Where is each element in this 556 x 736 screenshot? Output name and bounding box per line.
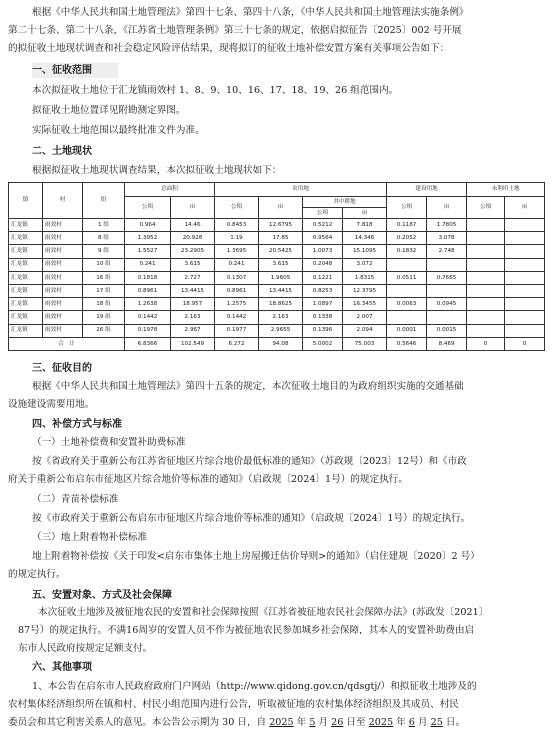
table-cell-c7: 0.0063 <box>387 298 427 311</box>
table-cell-c10 <box>505 258 545 271</box>
header-of-which-arable: 其中耕地 <box>303 197 387 208</box>
table-cell-c3: 1.19 <box>215 232 259 245</box>
table-cell-c10 <box>505 284 545 297</box>
table-cell-c3: 0.1977 <box>215 324 259 337</box>
header-unit-gongqing: 公顷 <box>125 197 171 219</box>
header-total-area: 总面积 <box>125 183 215 197</box>
table-cell-c5: 0.8253 <box>303 284 343 297</box>
header-unit-gongqing: 公顷 <box>215 197 259 219</box>
table-cell-group: 17 组 <box>83 284 125 297</box>
table-cell-c7 <box>387 311 427 324</box>
table-cell-c8: 2.748 <box>427 245 467 258</box>
table-cell-village: 雨效村 <box>43 298 83 311</box>
table-cell-c10 <box>505 298 545 311</box>
table-cell-c2: 13.4415 <box>171 284 215 297</box>
table-row <box>9 245 545 258</box>
table-cell-c4: 3.615 <box>259 258 303 271</box>
table-cell-group: 26 组 <box>83 324 125 337</box>
section-1-scope-text: 本次拟征收土地位于汇龙镇雨效村 1、8、9、10、16、17、18、19、26 组范围内。 <box>32 85 399 96</box>
table-cell-town: 汇龙镇 <box>9 271 43 284</box>
table-cell-c9 <box>467 245 505 258</box>
section-4-sub3-line-1: 地上附着物补偿按《关于印发<启东市集体土地上房屋搬迁估价导则>的通知》（启住建规〔2020〕2 号） <box>32 551 480 562</box>
table-cell-village: 雨效村 <box>43 219 83 232</box>
table-cell-c9 <box>467 232 505 245</box>
section-4-sub2-line-1: 按《市政府关于重新公布启东市征地区片综合地价等标准的通知》（启政规〔2024〕1号）的规定执行。 <box>32 513 471 524</box>
table-cell-c9 <box>467 324 505 337</box>
table-cell-c4: 13.4415 <box>259 284 303 297</box>
table-cell-group: 9 组 <box>83 245 125 258</box>
table-cell-c4: 20.5425 <box>259 245 303 258</box>
header-group: 组 <box>83 183 125 219</box>
table-row <box>9 232 545 245</box>
table-cell-c10 <box>505 245 545 258</box>
table-total-c5: 5.0002 <box>303 337 343 350</box>
table-cell-town: 汇龙镇 <box>9 232 43 245</box>
table-cell-c2: 2.727 <box>171 271 215 284</box>
start-day: 26 <box>331 717 344 728</box>
table-cell-c8: 3.078 <box>427 232 467 245</box>
table-cell-c10 <box>505 219 545 232</box>
table-cell-c6: 1.8315 <box>343 271 387 284</box>
table-cell-village: 雨效村 <box>43 232 83 245</box>
table-cell-c9 <box>467 284 505 297</box>
table-cell-c5: 0.1396 <box>303 324 343 337</box>
intro-paragraph-line-1: 根据《中华人民共和国土地管理法》第四十七条、第四十八条，《中华人民共和国土地管理法实施条例》 <box>32 7 469 18</box>
section-5-text-line-1: 本次征收土地涉及被征地农民的安置和社会保障按照《江苏省被征地农民社会保障办法》(苏政发〔2021〕 <box>38 607 489 618</box>
table-cell-c2: 3.615 <box>171 258 215 271</box>
table-cell-c3: 1.2575 <box>215 298 259 311</box>
section-6-text-line-3: 委员会和其它利害关系人的意见。本公告公示期为 30 日，自 2025 年 5 月 26 日至 2025 年 6 月 25 日。 <box>8 717 466 728</box>
land-table-body <box>9 219 545 351</box>
table-cell-c2: 23.2905 <box>171 245 215 258</box>
section-6-heading: 六、其他事项 <box>32 662 92 673</box>
header-town: 镇 <box>9 183 43 219</box>
table-cell-c8: 0.0015 <box>427 324 467 337</box>
table-row <box>9 219 545 232</box>
start-month: 5 <box>309 717 316 728</box>
table-cell-village: 雨效村 <box>43 284 83 297</box>
table-cell-c4: 17.85 <box>259 232 303 245</box>
table-row <box>9 324 545 337</box>
table-total-label: 合 计 <box>9 337 125 350</box>
table-cell-c7: 0.2052 <box>387 232 427 245</box>
table-cell-c3: 0.1442 <box>215 311 259 324</box>
section-4-heading: 四、补偿方式与标准 <box>32 419 122 430</box>
table-cell-group: 16 组 <box>83 271 125 284</box>
table-cell-c8 <box>427 284 467 297</box>
table-total-c6: 75.003 <box>343 337 387 350</box>
start-year: 2025 <box>269 717 294 728</box>
section-3-heading: 三、征收目的 <box>32 363 92 374</box>
table-cell-town: 汇龙镇 <box>9 258 43 271</box>
table-cell-c5: 0.1221 <box>303 271 343 284</box>
table-cell-c5: 1.0073 <box>303 245 343 258</box>
table-total-c7: 0.5646 <box>387 337 427 350</box>
table-cell-c8 <box>427 311 467 324</box>
table-cell-c7: 0.1832 <box>387 245 427 258</box>
header-unused-land: 未利用土地 <box>467 183 545 197</box>
table-total-c10: 0 <box>505 337 545 350</box>
table-cell-c1: 0.1442 <box>125 311 171 324</box>
header-unit-mu: 亩 <box>171 197 215 219</box>
table-row <box>9 298 545 311</box>
table-cell-c9 <box>467 271 505 284</box>
header-unit-mu: 亩 <box>505 197 545 219</box>
table-row <box>9 284 545 297</box>
section-5-text-line-2: 87号）的规定执行。不满16周岁的安置人员不作为被征地农民参加城乡社会保障，其本人的安置补助费由启 <box>18 625 475 636</box>
table-total-c4: 94.08 <box>259 337 303 350</box>
table-cell-c5: 0.9564 <box>303 232 343 245</box>
table-total-c2: 102.549 <box>171 337 215 350</box>
table-cell-town: 汇龙镇 <box>9 284 43 297</box>
table-cell-c1: 0.964 <box>125 219 171 232</box>
section-4-sub1-line-2: 府关于重新公布启东市征地区片综合地价等标准的通知》（启政规〔2024〕1号）的规定执行。 <box>8 474 408 485</box>
table-cell-group: 18 组 <box>83 298 125 311</box>
table-cell-town: 汇龙镇 <box>9 298 43 311</box>
header-unit-gongqing: 公顷 <box>387 197 427 219</box>
table-cell-c1: 1.5527 <box>125 245 171 258</box>
table-cell-c8: 1.7805 <box>427 219 467 232</box>
table-cell-town: 汇龙镇 <box>9 219 43 232</box>
table-cell-c1: 1.3952 <box>125 232 171 245</box>
table-cell-c6: 12.3795 <box>343 284 387 297</box>
table-cell-c3: 1.3695 <box>215 245 259 258</box>
section-2-intro-text: 根据拟征收土地现状调查结果，本次拟征收土地现状如下： <box>32 165 282 176</box>
table-cell-c8: 0.7665 <box>427 271 467 284</box>
table-cell-c9 <box>467 311 505 324</box>
table-cell-c3: 0.8453 <box>215 219 259 232</box>
header-village: 村 <box>43 183 83 219</box>
table-cell-c1: 1.2638 <box>125 298 171 311</box>
table-cell-town: 汇龙镇 <box>9 245 43 258</box>
table-row <box>9 271 545 284</box>
header-unit-mu: 亩 <box>259 197 303 219</box>
table-cell-c5: 1.0897 <box>303 298 343 311</box>
table-cell-c5: 0.5212 <box>303 219 343 232</box>
table-cell-c9 <box>467 258 505 271</box>
table-cell-c3: 0.241 <box>215 258 259 271</box>
header-unit-mu: 亩 <box>343 208 387 219</box>
section-4-subheading-2: （二）青苗补偿标准 <box>32 494 119 505</box>
table-cell-c7: 0.1187 <box>387 219 427 232</box>
table-cell-c1: 0.1818 <box>125 271 171 284</box>
table-cell-c4: 2.9655 <box>259 324 303 337</box>
header-farm-land: 农用地 <box>215 183 387 197</box>
section-6-text-line-1: 1、本公告在启东市人民政府政府门户网站（http://www.qidong.gov.cn/qdsgtj/）和拟征收土地涉及的 <box>32 681 477 692</box>
section-1-final-scope-text: 实际征收土地范围以最终批准文件为准。 <box>32 125 205 136</box>
table-cell-c4: 2.163 <box>259 311 303 324</box>
table-cell-c6: 2.094 <box>343 324 387 337</box>
table-cell-c8: 0.0945 <box>427 298 467 311</box>
section-3-text-line-1: 根据《中华人民共和国土地管理法》第四十五条的规定，本次征收土地目的为政府组织实施的交通基础 <box>32 381 464 392</box>
table-cell-c4: 18.8625 <box>259 298 303 311</box>
table-cell-c6: 7.818 <box>343 219 387 232</box>
table-cell-group: 1 组 <box>83 219 125 232</box>
end-day: 25 <box>430 717 443 728</box>
table-cell-c2: 2.163 <box>171 311 215 324</box>
table-cell-village: 雨效村 <box>43 271 83 284</box>
table-cell-village: 雨效村 <box>43 258 83 271</box>
table-row <box>9 258 545 271</box>
table-cell-c6: 15.1095 <box>343 245 387 258</box>
table-cell-c5: 0.2048 <box>303 258 343 271</box>
table-cell-c8 <box>427 258 467 271</box>
table-cell-c10 <box>505 271 545 284</box>
section-3-text-line-2: 设施建设需要用地。 <box>8 399 95 410</box>
header-unit-gongqing: 公顷 <box>303 208 343 219</box>
table-cell-village: 雨效村 <box>43 245 83 258</box>
table-cell-c9 <box>467 298 505 311</box>
table-cell-c6: 16.3455 <box>343 298 387 311</box>
table-cell-town: 汇龙镇 <box>9 311 43 324</box>
table-cell-c2: 14.46 <box>171 219 215 232</box>
table-cell-c5: 0.1338 <box>303 311 343 324</box>
table-cell-c4: 12.6795 <box>259 219 303 232</box>
table-cell-c6: 2.007 <box>343 311 387 324</box>
table-cell-c9 <box>467 219 505 232</box>
table-cell-village: 雨效村 <box>43 324 83 337</box>
section-4-sub1-line-1: 按《省政府关于重新公布江苏省征地区片综合地价最低标准的通知》（苏政规〔2023〕12号）和《市政 <box>32 456 467 467</box>
section-1-heading: 一、征收范围 <box>32 63 118 78</box>
table-total-c3: 6.272 <box>215 337 259 350</box>
table-cell-c7 <box>387 258 427 271</box>
table-total-c1: 6.8366 <box>125 337 171 350</box>
header-construction-land: 建设用地 <box>387 183 467 197</box>
end-year: 2025 <box>368 717 394 728</box>
section-4-subheading-3: （三）地上附着物补偿标准 <box>32 532 148 543</box>
section-2-heading: 二、土地现状 <box>32 146 92 157</box>
section-5-text-line-3: 东市人民政府按规定足额支付。 <box>18 643 153 654</box>
table-cell-c6: 3.072 <box>343 258 387 271</box>
table-cell-c6: 14.346 <box>343 232 387 245</box>
table-cell-c4: 1.9605 <box>259 271 303 284</box>
table-cell-c3: 0.1307 <box>215 271 259 284</box>
table-cell-c2: 20.928 <box>171 232 215 245</box>
intro-paragraph-line-2: 第二十七条、第二十八条，《江苏省土地管理条例》第三十七条的规定，依据启拟征告〔2025〕002 号开展 <box>8 25 462 36</box>
table-cell-c10 <box>505 311 545 324</box>
intro-paragraph-line-3: 的拟征收土地现状调查和社会稳定风险评估结果，现将拟订的征收土地补偿安置方案有关事项公告如下： <box>8 43 450 54</box>
table-cell-c1: 0.8961 <box>125 284 171 297</box>
table-cell-village: 雨效村 <box>43 311 83 324</box>
section-1-map-text: 拟征收土地位置详见附勘测定界图。 <box>32 105 186 116</box>
header-unit-gongqing: 公顷 <box>467 197 505 219</box>
table-cell-group: 19 组 <box>83 311 125 324</box>
table-cell-group: 8 组 <box>83 232 125 245</box>
section-5-heading: 五、安置对象、方式及社会保障 <box>32 590 172 601</box>
end-month: 6 <box>408 717 415 728</box>
table-cell-c2: 2.967 <box>171 324 215 337</box>
table-cell-c7: 0.0511 <box>387 271 427 284</box>
table-total-c8: 8.469 <box>427 337 467 350</box>
table-total-row <box>9 337 545 350</box>
table-cell-c7: 0.0001 <box>387 324 427 337</box>
table-cell-c3: 0.8961 <box>215 284 259 297</box>
table-row <box>9 311 545 324</box>
table-cell-c1: 0.241 <box>125 258 171 271</box>
table-total-c9: 0 <box>467 337 505 350</box>
table-cell-town: 汇龙镇 <box>9 324 43 337</box>
section-4-subheading-1: （一）土地补偿费和安置补助费标准 <box>32 437 186 448</box>
section-6-text-line-2: 农村集体经济组织所在镇和村、村民小组范围内进行公告，听取被征地的农村集体经济组织及其成员、村民 <box>8 699 459 710</box>
header-unit-mu: 亩 <box>427 197 467 219</box>
land-status-table <box>8 182 545 351</box>
table-cell-c10 <box>505 324 545 337</box>
table-cell-group: 10 组 <box>83 258 125 271</box>
table-cell-c2: 18.957 <box>171 298 215 311</box>
table-cell-c1: 0.1978 <box>125 324 171 337</box>
section-4-sub3-line-2: 的规定执行。 <box>8 569 66 580</box>
table-cell-c10 <box>505 232 545 245</box>
table-cell-c7 <box>387 284 427 297</box>
